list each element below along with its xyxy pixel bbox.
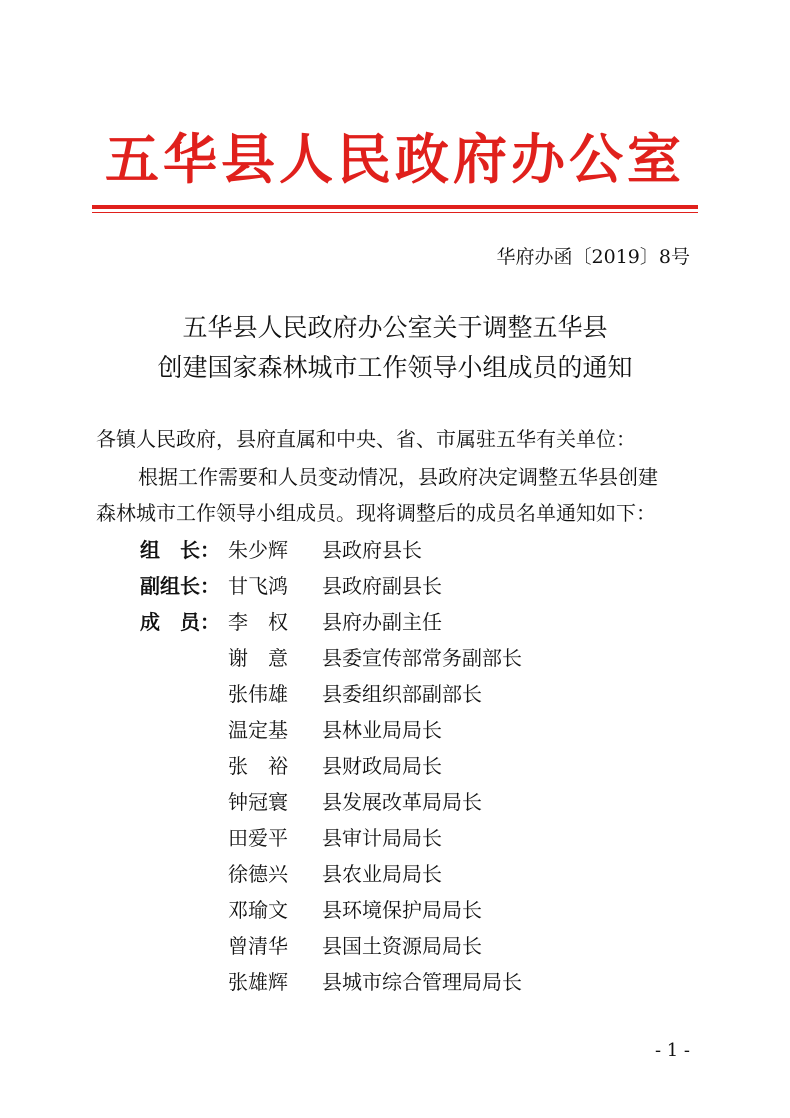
member-position: 县财政局局长 <box>322 754 442 778</box>
addressee-line: 各镇人民政府，县府直属和中央、省、市属驻五华有关单位： <box>96 427 636 451</box>
member-name: 曾清华 <box>228 934 288 958</box>
member-name: 张伟雄 <box>228 682 288 706</box>
body-paragraph-line-2: 森林城市工作领导小组成员。现将调整后的成员名单通知如下： <box>96 501 656 525</box>
member-position: 县发展改革局局长 <box>322 790 482 814</box>
member-role: 成 员： <box>140 610 220 634</box>
member-position: 县国土资源局局长 <box>322 934 482 958</box>
masthead-red-rule <box>92 205 698 209</box>
member-position: 县农业局局长 <box>322 862 442 886</box>
member-row <box>0 859 790 889</box>
member-name: 李 权 <box>228 610 288 634</box>
member-row <box>0 607 790 637</box>
member-role: 副组长： <box>140 574 220 598</box>
masthead-org-name: 五华县人民政府办公室 <box>105 128 685 191</box>
member-row <box>0 679 790 709</box>
member-role: 组 长： <box>140 538 220 562</box>
member-row <box>0 967 790 997</box>
member-row <box>0 571 790 601</box>
member-name: 钟冠寰 <box>228 790 288 814</box>
member-row <box>0 895 790 925</box>
member-name: 邓瑜文 <box>228 898 288 922</box>
member-row <box>0 715 790 745</box>
masthead-red-rule-thin <box>92 212 698 213</box>
member-row <box>0 643 790 673</box>
member-row <box>0 931 790 961</box>
member-name: 张 裕 <box>228 754 288 778</box>
member-name: 张雄辉 <box>228 970 288 994</box>
member-name: 朱少辉 <box>228 538 288 562</box>
member-row <box>0 823 790 853</box>
member-position: 县林业局局长 <box>322 718 442 742</box>
member-row <box>0 787 790 817</box>
member-position: 县审计局局长 <box>322 826 442 850</box>
member-row <box>0 535 790 565</box>
document-number: 华府办函〔2019〕8号 <box>496 246 690 268</box>
member-name: 田爱平 <box>228 826 288 850</box>
member-position: 县政府副县长 <box>322 574 442 598</box>
member-row <box>0 751 790 781</box>
body-paragraph-line-1: 根据工作需要和人员变动情况，县政府决定调整五华县创建 <box>138 465 658 489</box>
notice-title-line-2: 创建国家森林城市工作领导小组成员的通知 <box>157 353 633 382</box>
notice-title-line-1: 五华县人民政府办公室关于调整五华县 <box>182 313 608 342</box>
member-position: 县城市综合管理局局长 <box>322 970 522 994</box>
member-position: 县委宣传部常务副部长 <box>322 646 522 670</box>
member-position: 县府办副主任 <box>322 610 442 634</box>
member-name: 温定基 <box>228 718 288 742</box>
page-number: - 1 - <box>654 1040 690 1061</box>
member-name: 徐德兴 <box>228 862 288 886</box>
member-position: 县委组织部副部长 <box>322 682 482 706</box>
member-position: 县环境保护局局长 <box>322 898 482 922</box>
member-name: 谢 意 <box>228 646 288 670</box>
member-name: 甘飞鸿 <box>228 574 288 598</box>
member-position: 县政府县长 <box>322 538 422 562</box>
